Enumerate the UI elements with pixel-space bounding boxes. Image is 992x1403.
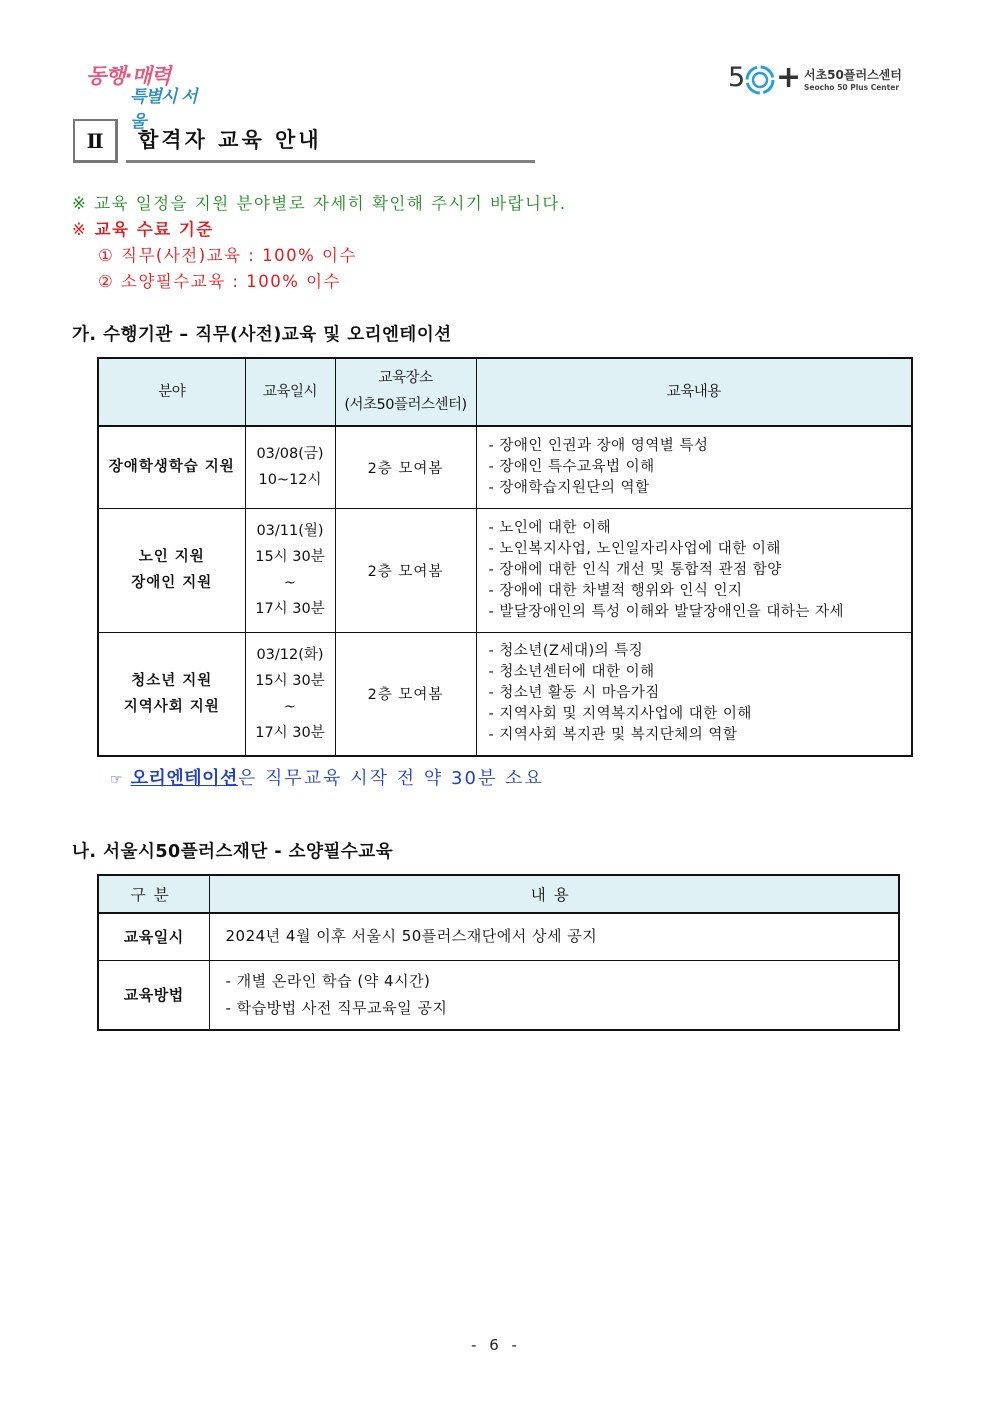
seoul-logo xyxy=(86,60,206,132)
content-line: - 청소년센터에 대한 이해 xyxy=(488,664,655,681)
place-cell: 2층 모여봄 xyxy=(335,426,476,508)
orientation-link-text: 오리엔테이션 xyxy=(130,768,238,789)
logo-number: 5 xyxy=(728,62,746,93)
logo-name-ko: 서초50플러스센터 xyxy=(804,68,902,82)
section-title: 합격자 교육 안내 xyxy=(138,128,322,152)
logo-plus: + xyxy=(776,60,802,95)
date-line: 03/11(월) xyxy=(256,523,324,539)
field-line: 청소년 지원 xyxy=(131,672,213,689)
time-end: 17시 30분 xyxy=(255,601,325,617)
schedule-note: ※ 교육 일정을 지원 분야별로 자세히 확인해 주시기 바랍니다. xyxy=(72,194,567,213)
subsection-a-title: 가. 수행기관 – 직무(사전)교육 및 오리엔테이션 xyxy=(72,325,452,345)
orientation-note xyxy=(110,764,544,790)
header-place xyxy=(335,358,476,426)
section-underline xyxy=(126,160,535,163)
header-place-line2: (서초50플러스센터) xyxy=(344,397,467,413)
row-value xyxy=(209,960,899,1030)
time-separator: ~ xyxy=(283,698,297,715)
table-row xyxy=(98,632,912,756)
subsection-b-title: 나. 서울시50플러스재단 - 소양필수교육 xyxy=(72,842,394,862)
row-label: 교육일시 xyxy=(98,913,209,960)
pointing-hand-icon: ☞ xyxy=(110,772,125,788)
orientation-note-text: 은 직무교육 시작 전 약 30분 소요 xyxy=(237,768,544,789)
header-category: 구분 xyxy=(98,875,209,913)
content-line: - 지역사회 복지관 및 복지단체의 역할 xyxy=(488,727,738,744)
header-description: 내용 xyxy=(209,875,899,913)
field-line: 지역사회 지원 xyxy=(123,698,220,715)
content-line: - 노인에 대한 이해 xyxy=(488,519,612,536)
table-header-row xyxy=(98,358,912,426)
content-line: - 노인복지사업, 노인일자리사업에 대한 이해 xyxy=(488,540,781,557)
seoul-logo-line1: 동행·매력 xyxy=(86,64,171,88)
value-line: - 개별 온라인 학습 (약 4시간) xyxy=(225,971,431,990)
content-cell xyxy=(476,632,912,756)
header-place-line1: 교육장소 xyxy=(378,370,433,386)
content-line: - 장애에 대한 인식 개선 및 통합적 관점 함양 xyxy=(488,561,782,578)
field-line: 장애인 지원 xyxy=(131,575,213,591)
content-line: - 지역사회 및 지역복지사업에 대한 이해 xyxy=(488,706,752,723)
criteria-item-1: ① 직무(사전)교육 : 100% 이수 xyxy=(98,246,357,265)
content-line: - 장애에 대한 차별적 행위와 인식 인지 xyxy=(488,582,743,599)
reference-mark: ※ xyxy=(72,220,88,239)
content-line: - 장애학습지원단의 역할 xyxy=(488,479,650,496)
seocho-50plus-logo xyxy=(728,60,908,100)
content-line: - 발달장애인의 특성 이해와 발달장애인을 대하는 자세 xyxy=(488,603,845,620)
criteria-heading xyxy=(72,216,214,240)
value-line: 2024년 4월 이후 서울시 50플러스재단에서 상세 공지 xyxy=(225,927,598,946)
field-line: 노인 지원 xyxy=(138,549,205,565)
content-line: - 청소년(Z세대)의 특징 xyxy=(488,643,644,660)
required-training-table xyxy=(97,874,900,1031)
seoul-logo-line2: 특별시 서울 xyxy=(130,87,197,132)
table-row xyxy=(98,508,912,632)
date-cell xyxy=(245,508,335,632)
date-line: 03/12(화) xyxy=(256,646,324,663)
row-value xyxy=(209,913,899,960)
content-cell xyxy=(476,426,912,508)
content-line: - 장애인 특수교육법 이해 xyxy=(488,458,655,475)
job-training-table xyxy=(97,357,913,757)
table-row xyxy=(98,960,899,1030)
content-line: - 장애인 인권과 장애 영역별 특성 xyxy=(488,437,709,454)
target-circle-icon xyxy=(744,64,776,96)
value-line: - 학습방법 사전 직무교육일 공지 xyxy=(225,998,448,1017)
logo-name-en: Seocho 50 Plus Center xyxy=(804,83,900,92)
content-cell xyxy=(476,508,912,632)
time-end: 17시 30분 xyxy=(255,724,325,741)
time-start: 15시 30분 xyxy=(255,672,325,689)
field-cell xyxy=(98,426,245,508)
criteria-item-2: ② 소양필수교육 : 100% 이수 xyxy=(98,272,342,291)
table-header-row xyxy=(98,875,899,913)
section-number-box: Ⅱ xyxy=(73,119,118,163)
field-cell xyxy=(98,632,245,756)
header-content: 교육내용 xyxy=(476,358,912,426)
table-row xyxy=(98,426,912,508)
page-number: - 6 - xyxy=(471,1336,521,1354)
place-cell: 2층 모여봄 xyxy=(335,508,476,632)
header-field: 분야 xyxy=(98,358,245,426)
place-cell: 2층 모여봄 xyxy=(335,632,476,756)
date-cell xyxy=(245,632,335,756)
table-row xyxy=(98,913,899,960)
field-line: 장애학생학습 지원 xyxy=(108,459,235,476)
row-label: 교육방법 xyxy=(98,960,209,1030)
time-line: 10~12시 xyxy=(258,472,322,489)
criteria-title: 교육 수료 기준 xyxy=(94,220,214,239)
time-start: 15시 30분 xyxy=(255,549,325,565)
date-line: 03/08(금) xyxy=(256,446,324,463)
header-date: 교육일시 xyxy=(245,358,335,426)
field-cell xyxy=(98,508,245,632)
date-cell xyxy=(245,426,335,508)
time-separator: ~ xyxy=(283,575,297,591)
content-line: - 청소년 활동 시 마음가짐 xyxy=(488,685,660,702)
